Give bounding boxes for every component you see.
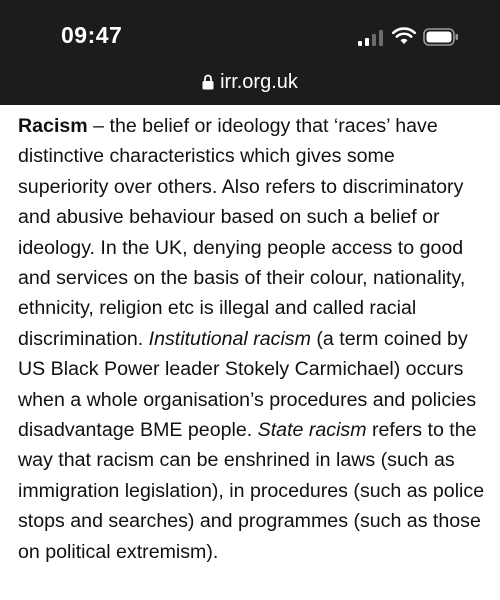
url-text: irr.org.uk (220, 70, 298, 93)
term-state-racism: State racism (257, 419, 367, 442)
state-racism-definition: refers to the way that racism can be enshrined in laws (such as immigration legislation), in procedures (such as police stops and searches) and programmes (such as those on political extremism). (18, 419, 485, 563)
status-time: 09:47 (61, 22, 123, 48)
term-racism: Racism (18, 115, 88, 137)
battery-icon (423, 28, 459, 46)
address-bar[interactable] (0, 66, 500, 98)
institutional-racism-definition: (a term coined by US Black Power leader Stokely Carmichael) occurs when a whole organisation’s procedures and policies disadvantage BME people. (18, 327, 477, 442)
term-institutional-racism: Institutional racism (148, 327, 311, 350)
signal-icon (358, 30, 384, 46)
status-bar (0, 0, 500, 105)
racism-definition: – the belief or ideology that ‘races’ have distinctive characteristics which gives some superiority over others. Also refers to discriminatory and abusive behaviour based on such a belief or ideology. In the UK, denying people access to good and services on the basis of their colour, nationality, ethnicity, religion etc is illegal and called racial discrimination. (18, 115, 466, 350)
article-text (18, 111, 486, 567)
lock-icon (202, 74, 214, 90)
wifi-icon (392, 27, 416, 45)
